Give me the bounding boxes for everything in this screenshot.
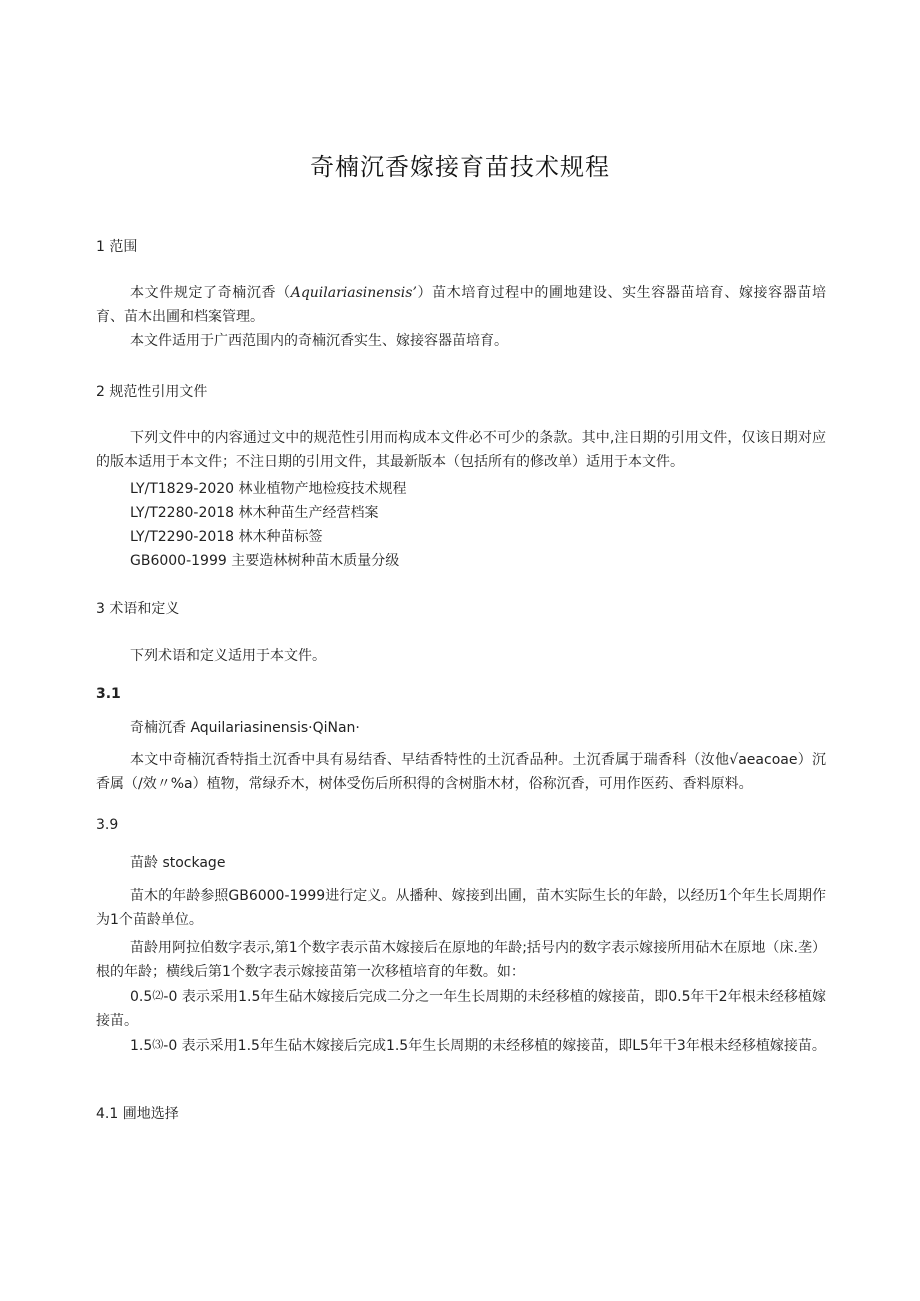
reference-item: LY/T2280-2018 林木种苗生产经营档案: [130, 505, 379, 521]
reference-item: LY/T1829-2020 林业植物产地检疫技术规程: [130, 481, 407, 497]
example-2: 1.5⑶-0 表示采用1.5年生砧木嫁接后完成1.5年生长周期的未经移植的嫁接苗，即L5年干3年根未经移植嫁接苗。: [130, 1038, 826, 1054]
section-2-paragraph-1: 下列文件中的内容通过文中的规范性引用而构成本文件必不可少的条款。其中,注日期的引用文件，仅该日期对应的版本适用于本文件；不注日期的引用文件，其最新版本（包括所有的修改单）适用于本文件。: [96, 430, 826, 470]
term-title: 奇楠沉香 Aquilariasinensis·QiNan·: [130, 720, 360, 736]
document-title: 奇楠沉香嫁接育苗技术规程: [310, 153, 610, 181]
section-4-heading: 4.1 圃地选择: [96, 1106, 179, 1122]
section-3-paragraph-1: 下列术语和定义适用于本文件。: [130, 648, 326, 664]
section-3-heading: 3 术语和定义: [96, 601, 180, 617]
term-number: 3.9: [96, 817, 119, 833]
section-1-heading: 1 范围: [96, 239, 138, 255]
term-number: 3.1: [96, 686, 121, 702]
section-1-paragraph-2: 本文件适用于广西范围内的奇楠沉香实生、嫁接容器苗培育。: [130, 333, 508, 349]
reference-item: GB6000-1999 主要造林树种苗木质量分级: [130, 553, 400, 569]
term-title: 苗龄 stockage: [130, 855, 226, 871]
reference-item: LY/T2290-2018 林木种苗标签: [130, 529, 323, 545]
section-1-paragraph-1: 本文件规定了奇楠沉香（Aquilariasinensis’）苗木培育过程中的圃地建设、实生容器苗培育、嫁接容器苗培育、苗木出圃和档案管理。: [96, 285, 827, 325]
term-definition: 本文中奇楠沉香特指土沉香中具有易结香、早结香特性的土沉香品种。土沉香属于瑞香科（汝他√aeacoae）沉香属（/效〃%a）植物，常绿乔木，树体受伤后所积得的含树脂木材，俗称沉香，可用作医药、香料原料。: [96, 752, 826, 792]
term-definition: 苗龄用阿拉伯数字表示,第1个数字表示苗木嫁接后在原地的年龄;括号内的数字表示嫁接所用砧木在原地（床.垄）根的年龄；横线后第1个数字表示嫁接苗第一次移植培育的年数。如：: [96, 940, 826, 980]
example-1: 0.5⑵-0 表示采用1.5年生砧木嫁接后完成二分之一年生长周期的未经移植的嫁接苗，即0.5年干2年根未经移植嫁接苗。: [96, 989, 827, 1029]
latin-name: Aquilariasinensis’: [290, 285, 417, 301]
term-definition: 苗木的年龄参照GB6000-1999进行定义。从播种、嫁接到出圃，苗木实际生长的年龄，以经历1个年生长周期作为1个苗龄单位。: [96, 888, 826, 928]
section-2-heading: 2 规范性引用文件: [96, 384, 208, 400]
